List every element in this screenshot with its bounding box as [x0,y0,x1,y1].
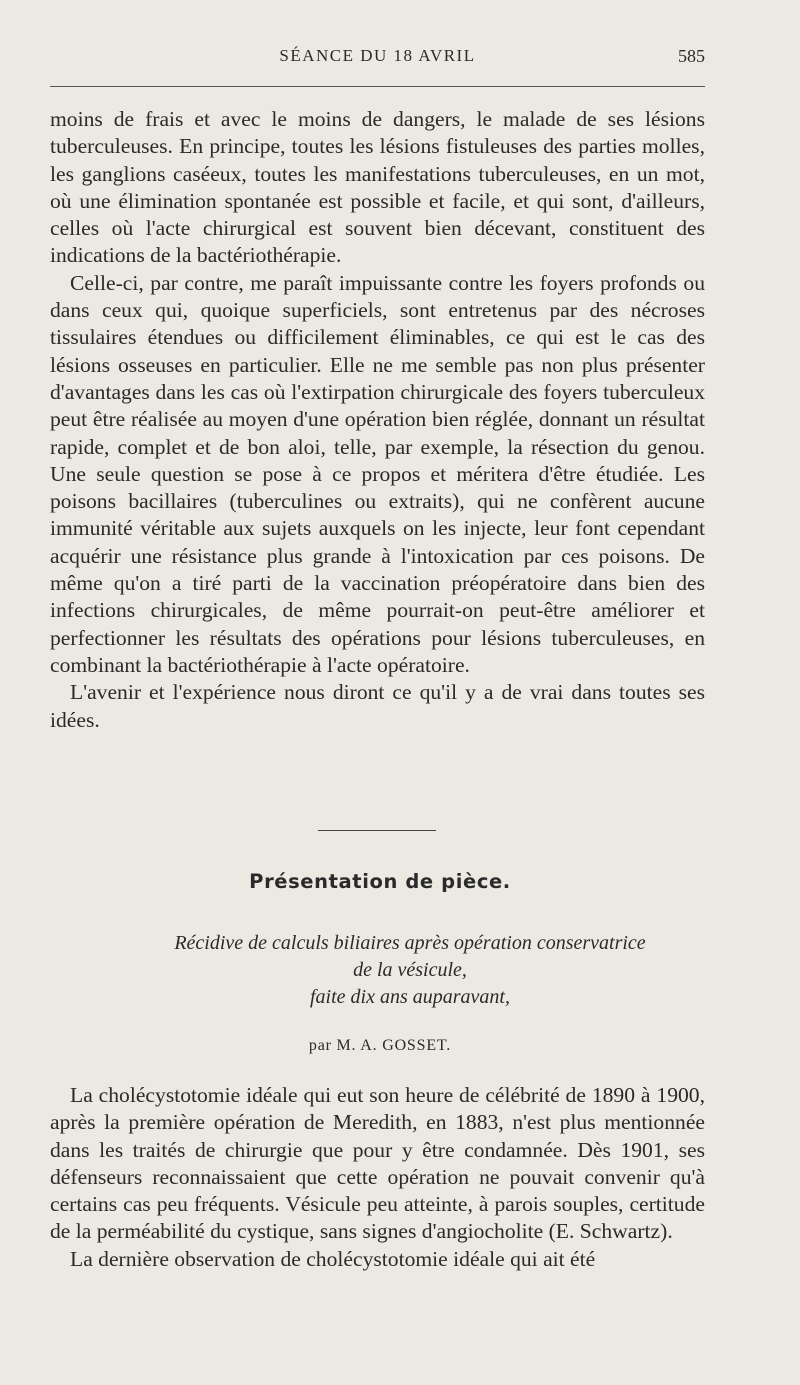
paragraph: La dernière observation de cholécystotomie idéale qui ait été [70,1246,596,1271]
paragraph: moins de frais et avec le moins de dangers, le malade de ses lésions tuberculeuses. En principe, toutes les lésions fistuleuses des parties molles, les ganglions caséeux, toutes les manifestations tuberculeuses, en un mot, où une élimination spontanée est possible et facile, et qui sont, d'ailleurs, celles où l'acte chirurgical est souvent bien décevant, constituent des indications de la bactériothérapie. [50,107,705,268]
page-number: 585 [678,46,705,66]
section-heading: Présentation de pièce. [249,870,511,893]
running-head [50,46,705,70]
text-block-cholecystotomy [50,1082,705,1273]
paragraph: La cholécystotomie idéale qui eut son heure de célébrité de 1890 à 1900, après la première opération de Meredith, en 1883, n'est plus mentionnée dans les traités de chirurgie que pour y être condamnée. Dès 1901, ses défenseurs reconnaissaient que cette opération ne pouvait convenir qu'à certains cas peu fréquents. Vésicule peu atteinte, à parois souples, certitude de la perméabilité du cystique, sans signes d'angiocholite (E. Schwartz). [50,1083,705,1244]
header-rule [50,86,705,87]
text-block-bacteriotherapy [50,106,705,734]
paper-title [70,930,750,1011]
running-title: SÉANCE DU 18 AVRIL [279,46,476,65]
paper-title-line: Récidive de calculs biliaires après opération conservatrice [174,932,646,954]
author-line: par M. A. GOSSET. [308,1037,452,1054]
paper-title-line: de la vésicule, [353,959,467,981]
paper-title-line: faite dix ans auparavant, [310,986,510,1008]
paragraph: Celle-ci, par contre, me paraît impuissante contre les foyers profonds ou dans ceux qui, quoique superficiels, sont entretenus par des nécroses tissulaires étendues ou difficilement éliminables, ce qui est le cas des lésions osseuses en particulier. Elle ne me semble pas non plus présenter d'avantages dans les cas où l'extirpation chirurgicale des foyers tuberculeux peut être réalisée au moyen d'une opération bien réglée, donnant un résultat rapide, complet et de bon aloi, telle, par exemple, la résection du genou. Une seule question se pose à ce propos et méritera d'être étudiée. Les poisons bacillaires (tuberculines ou extraits), qui ne confèrent aucune immunité véritable aux sujets auxquels on les injecte, leur font cependant acquérir une résistance plus grande à l'intoxication par ces poisons. De même qu'on a tiré parti de la vaccination préopératoire dans bien des infections chirurgicales, de même pourrait-on peut-être améliorer et perfectionner les résultats des opérations pour lésions tuberculeuses, en combinant la bactériothérapie à l'acte opératoire. [50,270,705,677]
section-separator-rule [318,830,436,831]
paragraph: L'avenir et l'expérience nous diront ce qu'il y a de vrai dans toutes ses idées. [50,680,705,732]
